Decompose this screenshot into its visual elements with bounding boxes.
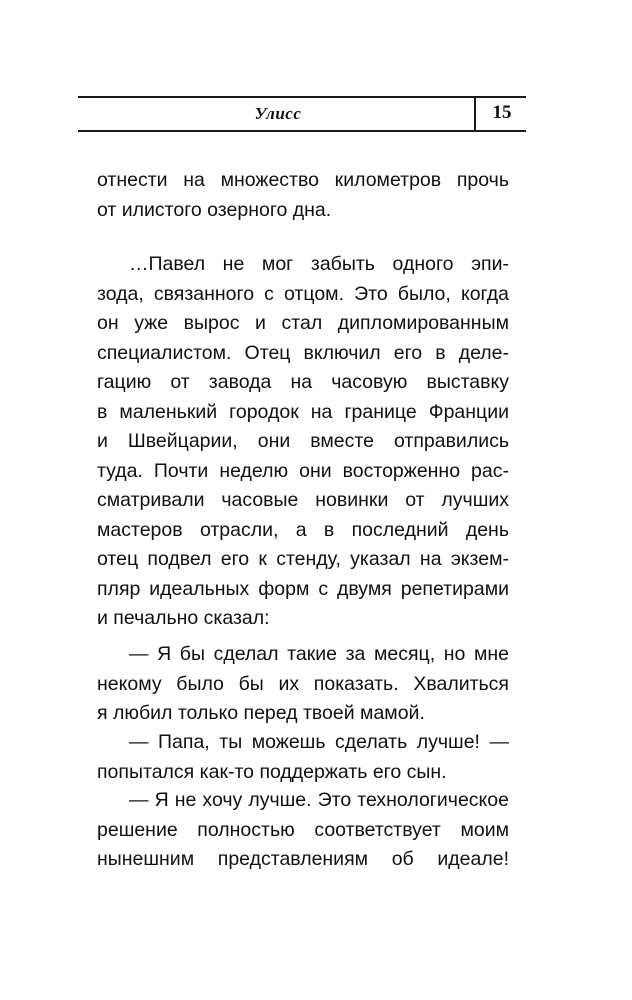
text-line: специалистом. Отец включил его в деле- <box>97 341 509 364</box>
text-line: — Я не хочу лучше. Это технологическое <box>129 789 509 811</box>
text-line: в маленький городок на границе Франции <box>97 400 509 423</box>
text-line: он уже вырос и стал дипломированным <box>97 312 509 334</box>
text-line: попытался как-то поддержать его сын. <box>97 760 447 783</box>
header-divider <box>474 96 476 132</box>
text-line: от илистого озерного дна. <box>97 198 332 221</box>
page-number: 15 <box>492 102 512 123</box>
text-line: гацию от завода на часовую выставку <box>97 371 509 393</box>
text-line: я любил только перед твоей мамой. <box>97 702 425 724</box>
book-title: Улисс <box>254 104 302 123</box>
paragraph-1 <box>97 166 509 225</box>
text-line: и Швейцарии, они вместе отправились <box>97 430 509 452</box>
text-line: отнести на множество километров прочь <box>97 169 509 191</box>
text-line: сматривали часовые новинки от лучших <box>97 489 509 511</box>
text-line: нынешним представлениям об идеале! <box>97 848 509 870</box>
running-header <box>78 96 526 132</box>
text-line: решение полностью соответствует моим <box>97 818 509 841</box>
text-line: — Папа, ты можешь сделать лучше! — <box>129 731 509 753</box>
text-line: зода, связанного с отцом. Это было, когда <box>97 282 509 305</box>
text-line: отец подвел его к стенду, указал на экзем- <box>97 548 509 570</box>
text-line: …Павел не мог забыть одного эпи- <box>129 253 509 275</box>
text-line: некому было бы их показать. Хвалиться <box>97 672 509 695</box>
paragraph-3 <box>97 640 509 729</box>
paragraph-5 <box>97 786 509 875</box>
text-line: пляр идеальных форм с двумя репетирами <box>97 577 509 600</box>
paragraph-4 <box>97 728 509 787</box>
paragraph-2 <box>97 250 509 634</box>
text-line: и печально сказал: <box>97 607 270 629</box>
text-line: — Я бы сделал такие за месяц, но мне <box>129 643 509 665</box>
text-line: туда. Почти неделю они восторженно рас- <box>97 459 509 482</box>
text-line: мастеров отрасли, а в последний день <box>97 518 509 541</box>
